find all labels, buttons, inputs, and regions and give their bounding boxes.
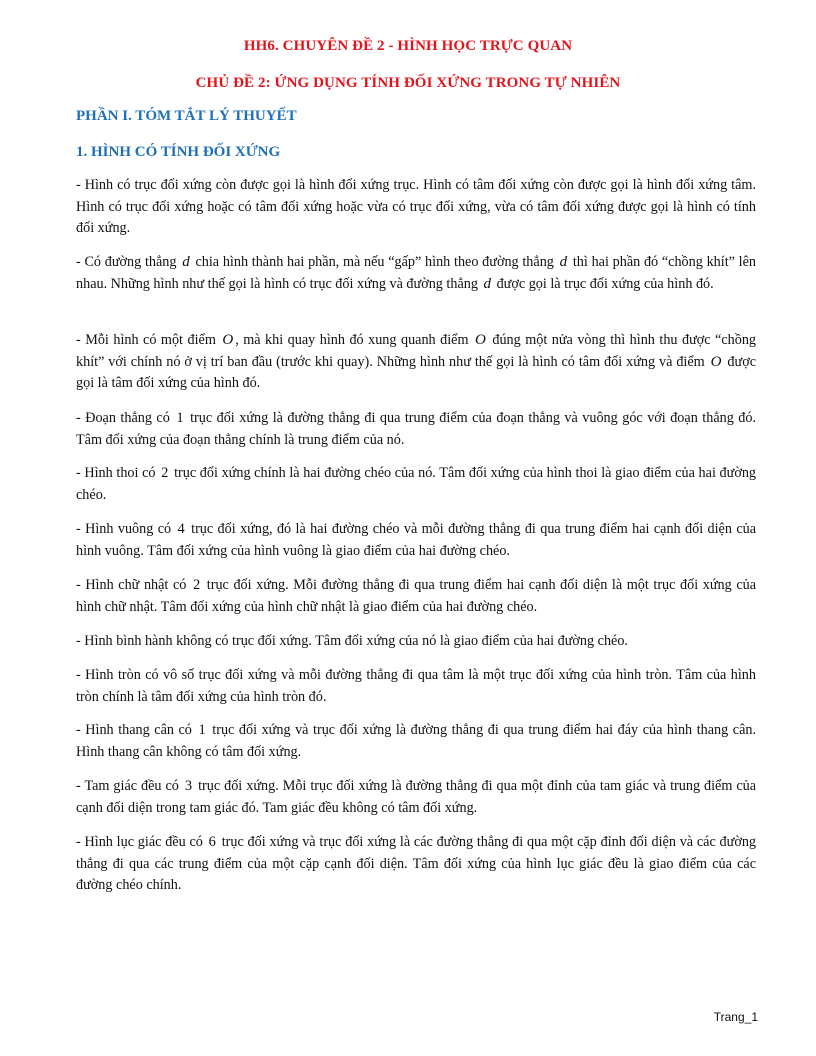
p12-text-b: trục đối xứng và trục đối xứng là các đường thẳng đi qua một cặp đỉnh đối diện và các đường thẳng đi qua các trung điểm của một cặp cạnh đối diện. Tâm đối xứng của hình lục giác đều là giao điểm của các đường chéo chính. xyxy=(76,834,757,893)
document-subtitle: CHỦ ĐỀ 2: ỨNG DỤNG TÍNH ĐỐI XỨNG TRONG TỰ NHIÊN xyxy=(195,75,621,91)
paragraph-10 xyxy=(76,720,756,763)
p10-text-a: - Hình thang cân có xyxy=(76,722,192,738)
p5-text-a: - Hình thoi có xyxy=(76,465,156,481)
p7-text-a: - Hình chữ nhật có xyxy=(76,577,187,593)
part-heading: PHẦN I. TÓM TẮT LÝ THUYẾT xyxy=(76,108,297,124)
p2-text-a: - Có đường thẳng xyxy=(76,254,177,270)
p3-text-c: đúng một nửa vòng thì hình thu được “chồng khít” với chính nó ở vị trí ban đầu (trước khi quay). Những hình như thế gọi là hình có tâm đối xứng và điểm xyxy=(76,332,757,370)
p11-text-b: trục đối xứng. Mỗi trục đối xứng là đường thẳng đi qua một đỉnh của tam giác và trung điểm của cạnh đối diện trong tam giác đó. Tam giác đều không có tâm đối xứng. xyxy=(76,778,757,816)
p3-text-a: - Mỗi hình có một điểm xyxy=(76,332,216,348)
p11-number: 3 xyxy=(184,778,193,794)
p3-text-b: , mà khi quay hình đó xung quanh điểm xyxy=(235,332,469,348)
p2-var-3: d xyxy=(483,275,492,292)
p5-text-b: trục đối xứng chính là hai đường chéo của nó. Tâm đối xứng của hình thoi là giao điểm của hai đường chéo. xyxy=(76,465,757,503)
p2-text-d: được gọi là trục đối xứng của hình đó. xyxy=(496,275,714,292)
paragraph-5 xyxy=(76,463,756,506)
paragraph-2 xyxy=(76,252,756,295)
p4-number: 1 xyxy=(176,410,184,426)
paragraph-4 xyxy=(76,408,756,451)
p3-text-d: được gọi là tâm đối xứng của hình đó. xyxy=(76,353,757,391)
section-heading: 1. HÌNH CÓ TÍNH ĐỐI XỨNG xyxy=(76,144,281,160)
p4-text-b: trục đối xứng là đường thẳng đi qua trung điểm của đoạn thẳng và vuông góc với đoạn thẳng đó. Tâm đối xứng của đoạn thẳng chính là trung điểm của nó. xyxy=(76,410,757,448)
paragraph-12 xyxy=(76,832,756,897)
paragraph-1: - Hình có trục đối xứng còn được gọi là hình đối xứng trục. Hình có tâm đối xứng còn được gọi là hình đối xứng tâm. Hình có trục đối xứng hoặc có tâm đối xứng hoặc vừa có trục đối xứng, vừa có tâm đối xứng được gọi là hình có tính đối xứng. xyxy=(76,177,756,236)
paragraph-3 xyxy=(76,330,756,395)
p4-text-a: - Đoạn thẳng có xyxy=(76,410,170,426)
p3-var-2: O xyxy=(475,332,486,348)
p2-var-2: d xyxy=(559,254,568,270)
paragraph-6 xyxy=(76,519,756,562)
p6-text-a: - Hình vuông có xyxy=(76,521,172,537)
p6-text-b: trục đối xứng, đó là hai đường chéo và mỗi đường thẳng đi qua trung điểm hai cạnh đối diện của hình vuông. Tâm đối xứng của hình vuông là giao điểm của hai đường chéo. xyxy=(76,521,757,559)
p3-var-1: O xyxy=(222,332,234,348)
p12-text-a: - Hình lục giác đều có xyxy=(76,834,203,850)
p7-number: 2 xyxy=(192,577,201,593)
p12-number: 6 xyxy=(208,834,216,850)
paragraph-11 xyxy=(76,776,756,819)
p2-var-1: d xyxy=(182,254,190,270)
p5-number: 2 xyxy=(161,465,169,481)
p7-text-b: trục đối xứng. Mỗi đường thẳng đi qua trung điểm hai cạnh đối diện là một trục đối xứng của hình chữ nhật. Tâm đối xứng của hình chữ nhật là giao điểm của hai đường chéo. xyxy=(76,577,757,615)
paragraph-8: - Hình bình hành không có trục đối xứng. Tâm đối xứng của nó là giao điểm của hai đường chéo. xyxy=(76,633,628,649)
p11-text-a: - Tam giác đều có xyxy=(76,778,179,794)
p10-text-b: trục đối xứng và trục đối xứng là đường thẳng đi qua trung điểm hai đáy của hình thang cân. Hình thang cân không có tâm đối xứng. xyxy=(76,722,757,760)
p3-var-3: O xyxy=(710,353,722,370)
document-title: HH6. CHUYÊN ĐỀ 2 - HÌNH HỌC TRỰC QUAN xyxy=(243,38,573,54)
p10-number: 1 xyxy=(198,722,206,738)
p2-text-b: chia hình thành hai phần, mà nếu “gấp” hình theo đường thẳng xyxy=(195,254,554,270)
p2-text-c: thì hai phần đó “chồng khít” lên nhau. Những hình như thế gọi là hình có trục đối xứng và đường thẳng xyxy=(76,254,757,292)
paragraph-9: - Hình tròn có vô số trục đối xứng và mỗi đường thẳng đi qua tâm là một trục đối xứng của hình tròn. Tâm của hình tròn chính là tâm đối xứng của hình tròn đó. xyxy=(76,667,756,705)
p6-number: 4 xyxy=(177,521,185,537)
page-number: Trang_1 xyxy=(713,1010,758,1024)
paragraph-7 xyxy=(76,575,756,618)
